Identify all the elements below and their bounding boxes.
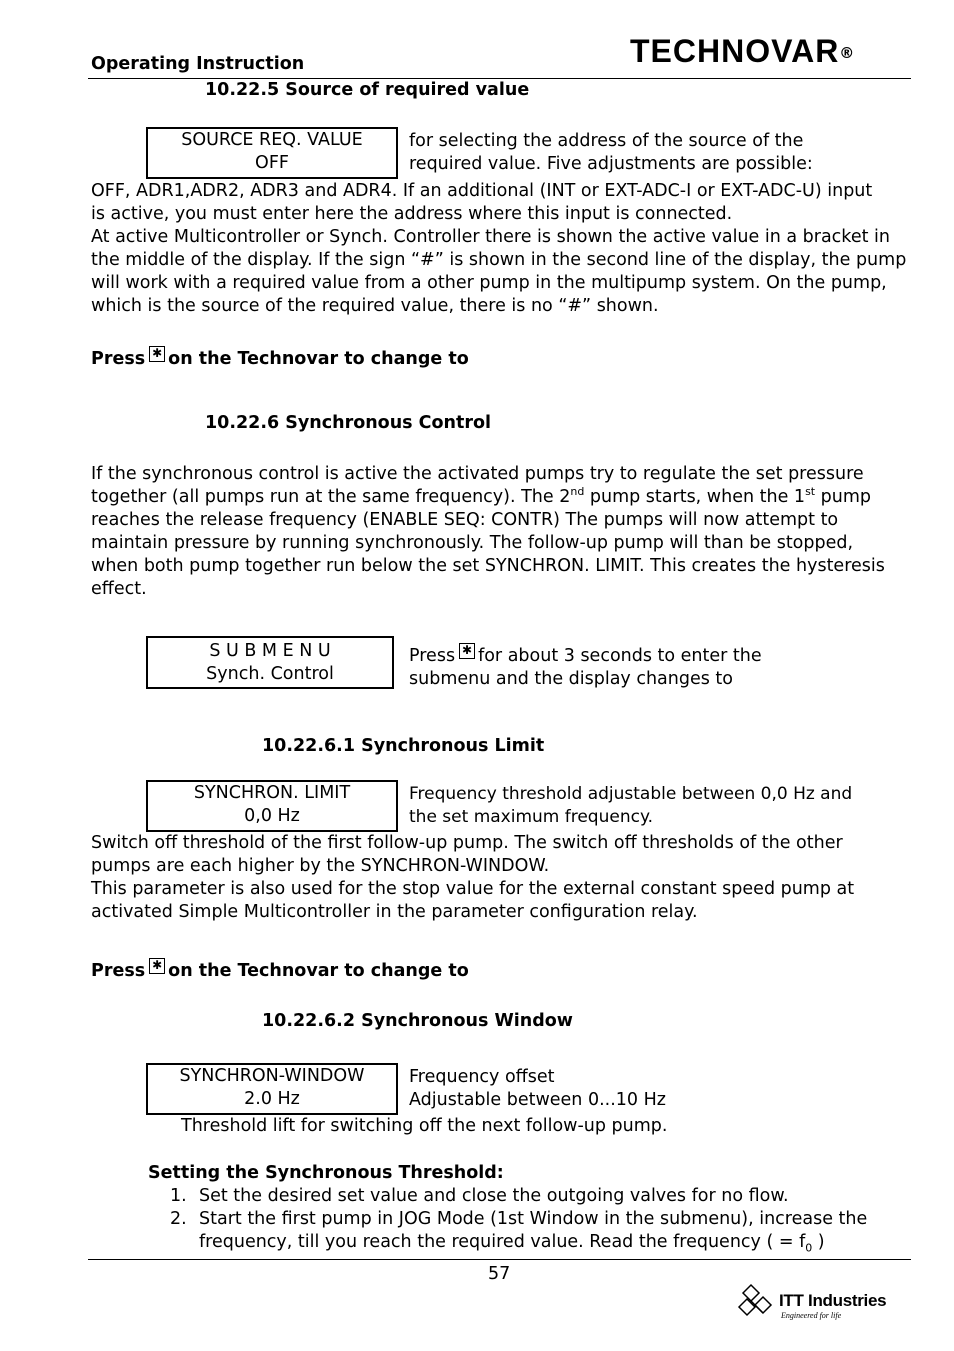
press-instruction — [91, 346, 469, 371]
display-line: 0,0 Hz — [244, 806, 300, 826]
text-line: will work with a required value from a other pump in the multipump system. On the pump, — [91, 273, 887, 293]
star-key-icon — [149, 346, 165, 362]
text-line: Switch off threshold of the first follow-up pump. The switch off thresholds of the other — [91, 833, 843, 853]
text-line — [199, 1231, 867, 1254]
text-line: which is the source of the required value, there is no “#” shown. — [91, 296, 659, 316]
text-line: is active, you must enter here the address where this input is connected. — [91, 204, 733, 224]
press-text: for about 3 seconds to enter the — [478, 646, 762, 666]
text-line: reaches the release frequency (ENABLE SEQ: CONTR) The pumps will now attempt to — [91, 510, 839, 530]
text-fragment: pump starts, when the 1 — [584, 487, 806, 507]
text-line: effect. — [91, 579, 147, 599]
display-line: SOURCE REQ. VALUE — [181, 130, 363, 150]
text-line: maintain pressure by running synchronously. The follow-up pump will than be stopped, — [91, 533, 854, 553]
display-line: SYNCHRON. LIMIT — [193, 783, 351, 803]
note-text: Threshold lift for switching off the next follow-up pump. — [181, 1116, 668, 1136]
text-line: the middle of the display. If the sign “#” is shown in the second line of the display, the pump — [91, 250, 907, 270]
text-line — [91, 486, 911, 509]
display-line: OFF — [255, 153, 289, 173]
section-heading: 10.22.5 Source of required value — [205, 80, 530, 100]
display-description — [409, 130, 813, 176]
star-key-icon — [459, 643, 475, 659]
press-label: Press — [91, 961, 146, 981]
star-key-icon — [149, 958, 165, 974]
text-line: for selecting the address of the source of the — [409, 131, 804, 151]
display-box — [146, 636, 394, 689]
text-line: OFF, ADR1,ADR2, ADR3 and ADR4. If an additional (INT or EXT-ADC-I or EXT-ADC-U) input — [91, 181, 873, 201]
text-line: Frequency offset — [409, 1067, 555, 1087]
registered-mark: ® — [839, 44, 855, 62]
text-line: If the synchronous control is active the activated pumps try to regulate the set pressure — [91, 464, 864, 484]
text-line: Start the first pump in JOG Mode (1st Window in the submenu), increase the — [199, 1209, 868, 1229]
press-text: on the Technovar to change to — [168, 961, 469, 981]
list-text — [199, 1208, 867, 1254]
display-line: SYNCHRON-WINDOW — [179, 1066, 365, 1086]
itt-emblem-icon — [737, 1283, 777, 1321]
display-box — [146, 1063, 398, 1115]
subscript: 0 — [805, 1241, 813, 1255]
section-heading: 10.22.6.2 Synchronous Window — [262, 1011, 573, 1031]
display-description — [409, 1066, 666, 1112]
text-line: when both pump together run below the set SYNCHRON. LIMIT. This creates the hysteresis — [91, 556, 885, 576]
superscript: st — [805, 485, 816, 499]
superscript: nd — [570, 485, 585, 499]
subheading: Setting the Synchronous Threshold: — [148, 1163, 504, 1183]
section-heading: 10.22.6 Synchronous Control — [205, 413, 492, 433]
section-heading: 10.22.6.1 Synchronous Limit — [262, 736, 545, 756]
paragraph — [91, 832, 911, 924]
text-fragment: pump — [815, 487, 872, 507]
list-item — [170, 1185, 867, 1208]
display-box — [146, 780, 398, 832]
text-line: submenu and the display changes to — [409, 669, 733, 689]
display-box — [146, 127, 398, 179]
text-fragment: together (all pumps run at the same frequency). The 2 — [91, 487, 571, 507]
itt-tagline: Engineered for life — [781, 1311, 842, 1320]
itt-logo — [737, 1283, 897, 1323]
list-item — [170, 1208, 867, 1254]
text-line: pumps are each higher by the SYNCHRON-WINDOW. — [91, 856, 550, 876]
numbered-list — [170, 1185, 867, 1254]
paragraph — [91, 463, 911, 601]
logo-wordmark: TECHNOVAR — [630, 33, 840, 69]
header-title: Operating Instruction — [91, 54, 305, 74]
text-line: activated Simple Multicontroller in the parameter configuration relay. — [91, 902, 698, 922]
display-description — [409, 643, 762, 691]
text-line: At active Multicontroller or Synch. Controller there is shown the active value in a bracket in — [91, 227, 890, 247]
text-fragment: frequency, till you reach the required value. Read the frequency ( = f — [199, 1232, 806, 1252]
text-line: This parameter is also used for the stop value for the external constant speed pump at — [91, 879, 855, 899]
list-number: 2. — [170, 1209, 187, 1229]
text-line: Adjustable between 0...10 Hz — [409, 1090, 666, 1110]
text-line: required value. Five adjustments are possible: — [409, 154, 813, 174]
press-label: Press — [409, 646, 456, 666]
display-description — [409, 783, 852, 829]
list-text: Set the desired set value and close the outgoing valves for no flow. — [199, 1186, 789, 1206]
itt-brand: ITT Industries — [779, 1291, 887, 1310]
page-number: 57 — [488, 1264, 511, 1284]
display-line: Synch. Control — [206, 664, 334, 684]
press-label: Press — [91, 349, 146, 369]
list-number: 1. — [170, 1186, 187, 1206]
display-line: S U B M E N U — [209, 641, 331, 661]
press-instruction — [91, 958, 469, 983]
technovar-logo — [630, 33, 855, 69]
text-fragment: ) — [812, 1232, 825, 1252]
text-line: Frequency threshold adjustable between 0,0 Hz and — [409, 784, 853, 804]
display-line: 2.0 Hz — [244, 1089, 300, 1109]
paragraph — [91, 180, 911, 318]
footer-rule — [88, 1259, 911, 1260]
text-line: the set maximum frequency. — [409, 807, 653, 827]
press-text: on the Technovar to change to — [168, 349, 469, 369]
text-line — [409, 643, 762, 668]
